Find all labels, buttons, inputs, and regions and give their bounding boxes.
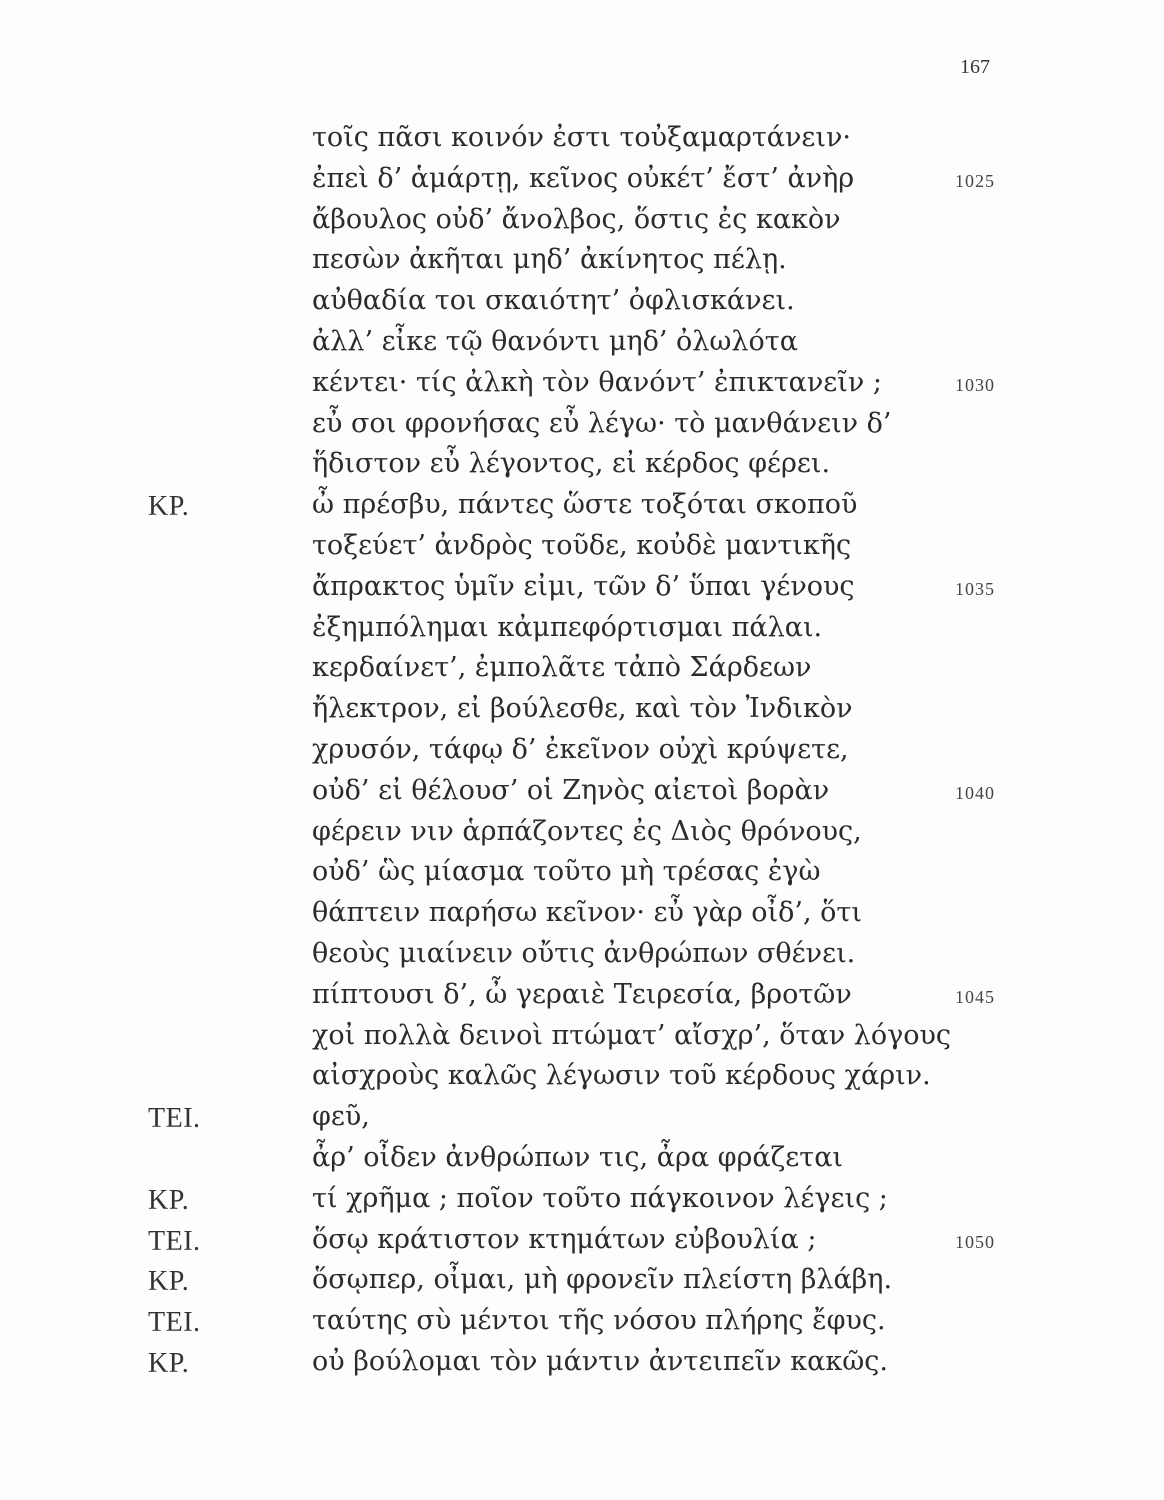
verse-line: [0, 1020, 1164, 1061]
verse-line: [0, 1305, 1164, 1346]
verse-line: [0, 326, 1164, 367]
verse-text: φεῦ,: [312, 1101, 370, 1133]
verse-text: θάπτειν παρήσω κεῖνον· εὖ γὰρ οἶδ’, ὅτι: [312, 897, 862, 929]
verse-text: ὅσῳ κράτιστον κτημάτων εὐβουλία ;: [312, 1223, 817, 1255]
verse-line: [0, 367, 1164, 408]
verse-text: οὐ βούλομαι τὸν μάντιν ἀντειπεῖν κακῶς.: [312, 1345, 888, 1377]
verse-line: [0, 1264, 1164, 1305]
verse-text: ἆρ’ οἶδεν ἀνθρώπων τις, ἆρα φράζεται: [312, 1141, 844, 1173]
verse-text: τοῖς πᾶσι κοινόν ἐστι τοὐξαμαρτάνειν·: [312, 122, 851, 153]
verse-text: τί χρῆμα ; ποῖον τοῦτο πάγκοινον λέγεις ;: [312, 1182, 888, 1214]
verse-text: πεσὼν ἀκῆται μηδ’ ἀκίνητος πέλῃ.: [312, 244, 787, 276]
verse-text: ἀλλ’ εἶκε τῷ θανόντι μηδ’ ὀλωλότα: [312, 325, 798, 357]
speaker-label: ΤΕΙ.: [148, 1103, 201, 1135]
line-number: 1035: [955, 578, 995, 599]
page-number: 167: [960, 56, 990, 78]
verse-line: [0, 897, 1164, 938]
verse-line: [0, 856, 1164, 897]
verse-line: [0, 938, 1164, 979]
verse-text: χοἰ πολλὰ δεινοὶ πτώματ’ αἴσχρ’, ὅταν λόγους: [312, 1019, 952, 1051]
line-number: 1030: [955, 374, 995, 395]
verse-text: οὐδ’ εἰ θέλουσ’ οἱ Ζηνὸς αἰετοὶ βορὰν: [312, 774, 830, 806]
verse-text: χρυσόν, τάφῳ δ’ ἐκεῖνον οὐχὶ κρύψετε,: [312, 733, 849, 765]
verse-line: [0, 612, 1164, 653]
verse-text: οὐδ’ ὣς μίασμα τοῦτο μὴ τρέσας ἐγὼ: [312, 856, 821, 888]
verse-text: ἄβουλος οὐδ’ ἄνολβος, ὅστις ἐς κακὸν: [312, 203, 841, 235]
line-number: 1045: [955, 986, 995, 1007]
verse-line: [0, 1101, 1164, 1142]
verse-text: αὐθαδία τοι σκαιότητ’ ὀφλισκάνει.: [312, 285, 795, 317]
speaker-label: ΚΡ.: [148, 1347, 190, 1379]
verse-line: [0, 530, 1164, 571]
speaker-label: ΚΡ.: [148, 491, 190, 523]
line-number: 1025: [955, 170, 995, 191]
speaker-label: ΚΡ.: [148, 1184, 190, 1216]
line-number: 1050: [955, 1231, 995, 1252]
verse-line: [0, 1346, 1164, 1387]
verse-line: [0, 163, 1164, 204]
verse-line: [0, 204, 1164, 245]
verse-text: τοξεύετ’ ἀνδρὸς τοῦδε, κοὐδὲ μαντικῆς: [312, 529, 852, 561]
verse-line: [0, 979, 1164, 1020]
verse-line: [0, 571, 1164, 612]
verse-text: πίπτουσι δ’, ὦ γεραιὲ Τειρεσία, βροτῶν: [312, 978, 852, 1010]
verse-line: [0, 652, 1164, 693]
line-number: 1040: [955, 782, 995, 803]
verse-line: [0, 816, 1164, 857]
verse-line: [0, 408, 1164, 449]
speaker-label: ΤΕΙ.: [148, 1307, 201, 1339]
verse-text: ἐπεὶ δ’ ἁμάρτῃ, κεῖνος οὐκέτ’ ἔστ’ ἀνὴρ: [312, 162, 855, 194]
verse-text: αἰσχροὺς καλῶς λέγωσιν τοῦ κέρδους χάριν.: [312, 1060, 931, 1092]
verse-block: [0, 122, 1164, 1387]
verse-text: ὦ πρέσβυ, πάντες ὥστε τοξόται σκοποῦ: [312, 489, 858, 521]
verse-line: [0, 1183, 1164, 1224]
verse-text: θεοὺς μιαίνειν οὔτις ἀνθρώπων σθένει.: [312, 937, 856, 969]
verse-line: [0, 244, 1164, 285]
verse-line: [0, 448, 1164, 489]
verse-text: ἥδιστον εὖ λέγοντος, εἰ κέρδος φέρει.: [312, 448, 831, 480]
verse-text: ὅσῳπερ, οἶμαι, μὴ φρονεῖν πλείστη βλάβη.: [312, 1264, 893, 1296]
verse-line: [0, 1224, 1164, 1265]
verse-line: [0, 1142, 1164, 1183]
verse-text: ἐξημπόλημαι κἀμπεφόρτισμαι πάλαι.: [312, 611, 823, 643]
verse-line: [0, 734, 1164, 775]
speaker-label: ΤΕΙ.: [148, 1225, 201, 1257]
verse-line: [0, 1060, 1164, 1101]
verse-text: ταύτης σὺ μέντοι τῆς νόσου πλήρης ἔφυς.: [312, 1305, 886, 1337]
verse-text: ἤλεκτρον, εἰ βούλεσθε, καὶ τὸν Ἰνδικὸν: [312, 693, 853, 725]
verse-line: [0, 693, 1164, 734]
verse-text: κέντει· τίς ἀλκὴ τὸν θανόντ’ ἐπικτανεῖν ;: [312, 366, 882, 398]
verse-text: κερδαίνετ’, ἐμπολᾶτε τἀπὸ Σάρδεων: [312, 652, 812, 684]
verse-line: [0, 489, 1164, 530]
verse-line: [0, 122, 1164, 163]
speaker-label: ΚΡ.: [148, 1266, 190, 1298]
verse-text: ἄπρακτος ὑμῖν εἰμι, τῶν δ’ ὕπαι γένους: [312, 570, 855, 602]
verse-line: [0, 285, 1164, 326]
verse-text: εὖ σοι φρονήσας εὖ λέγω· τὸ μανθάνειν δ’: [312, 407, 892, 439]
verse-text: φέρειν νιν ἁρπάζοντες ἐς Διὸς θρόνους,: [312, 815, 862, 847]
verse-line: [0, 775, 1164, 816]
